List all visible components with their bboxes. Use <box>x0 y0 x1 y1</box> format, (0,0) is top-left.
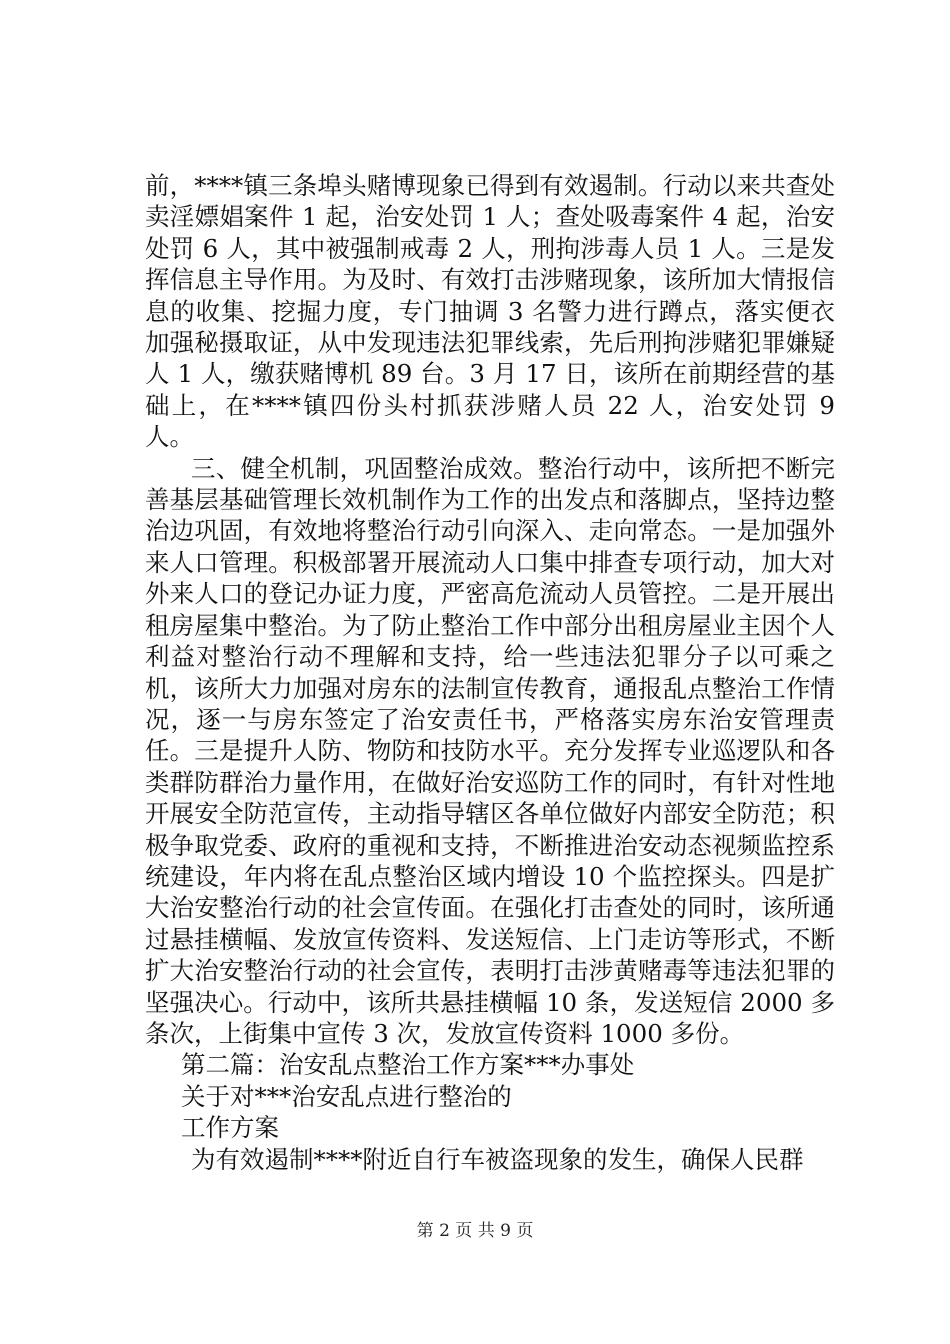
plan-title-line-1: 关于对***治安乱点进行整治的 <box>181 1081 512 1111</box>
document-body <box>145 170 835 1175</box>
paragraph-continuation: 前，****镇三条埠头赌博现象已得到有效遏制。行动以来共查处卖淫嫖娼案件 1 起，治安处罚 1 人；查处吸毒案件 4 起，治安处罚 6 人，其中被强制戒毒 2 人，刑拘涉毒人员 1 人。三是发挥信息主导作用。为及时、有效打击涉赌现象，该所加大情报信息的收集、挖掘力度，专门抽调 3 名警力进行蹲点，落实便衣加强秘摄取证，从中发现违法犯罪线索，先后刑拘涉赌犯罪嫌疑人 1 人，缴获赌博机 89 台。3 月 17 日，该所在前期经营的基础上，在****镇四份头村抓获涉赌人员 22 人，治安处罚 9 人。 <box>145 171 835 452</box>
paragraph-section-three: 三、健全机制，巩固整治成效。整治行动中，该所把不断完善基层基础管理长效机制作为工作的出发点和落脚点，坚持边整治边巩固，有效地将整治行动引向深入、走向常态。一是加强外来人口管理。积极部署开展流动人口集中排查专项行动，加大对外来人口的登记办证力度，严密高危流动人员管控。二是开展出租房屋集中整治。为了防止整治工作中部分出租房屋业主因个人利益对整治行动不理解和支持，给一些违法犯罪分子以可乘之机，该所大力加强对房东的法制宣传教育，通报乱点整治工作情况，逐一与房东签定了治安责任书，严格落实房东治安管理责任。三是提升人防、物防和技防水平。充分发挥专业巡逻队和各类群防群治力量作用，在做好治安巡防工作的同时，有针对性地开展安全防范宣传，主动指导辖区各单位做好内部安全防范；积极争取党委、政府的重视和支持，不断推进治安动态视频监控系统建设，年内将在乱点整治区域内增设 10 个监控探头。四是扩大治安整治行动的社会宣传面。在强化打击查处的同时，该所通过悬挂横幅、发放宣传资料、发送短信、上门走访等形式，不断扩大治安整治行动的社会宣传，表明打击涉黄赌毒等违法犯罪的坚强决心。行动中，该所共悬挂横幅 10 条，发送短信 2000 多条次，上街集中宣传 3 次，发放宣传资料 1000 多份。 <box>145 453 835 1048</box>
plan-title-line-2: 工作方案 <box>181 1113 279 1143</box>
paragraph-plan-intro: 为有效遏制****附近自行车被盗现象的发生，确保人民群 <box>191 1144 804 1174</box>
page-number-footer: 第 2 页 共 9 页 <box>416 1221 534 1241</box>
chapter-heading: 第二篇：治安乱点整治工作方案***办事处 <box>181 1050 635 1080</box>
